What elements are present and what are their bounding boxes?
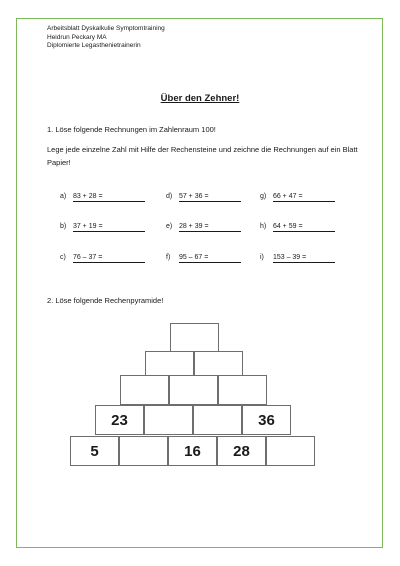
exercise-e: [166, 223, 241, 232]
exercise-label: f): [166, 254, 171, 261]
pyramid-brick[interactable]: 23: [95, 405, 144, 435]
pyramid-brick[interactable]: 16: [168, 436, 217, 466]
exercise-expression: 64 + 59 =: [273, 223, 335, 232]
pyramid-brick[interactable]: 28: [217, 436, 266, 466]
header-line-1: Arbeitsblatt Dyskalkulie Symptomtraining: [47, 25, 165, 32]
pyramid-brick[interactable]: [193, 405, 242, 435]
exercise-g: [260, 193, 335, 202]
exercise-d: [166, 193, 241, 202]
pyramid-brick[interactable]: [218, 375, 267, 405]
pyramid-brick[interactable]: [120, 375, 169, 405]
pyramid-brick[interactable]: [144, 405, 193, 435]
header-line-3: Diplomierte Legasthenietrainerin: [47, 42, 141, 49]
exercise-expression: 83 + 28 =: [73, 193, 145, 202]
pyramid-brick[interactable]: [170, 323, 219, 353]
exercise-b: [60, 223, 145, 232]
exercise-label: i): [260, 254, 264, 261]
exercise-label: b): [60, 223, 67, 230]
exercise-f: [166, 254, 241, 263]
exercise-label: a): [60, 193, 67, 200]
exercise-a: [60, 193, 145, 202]
exercise-label: d): [166, 193, 173, 200]
exercise-expression: 76 – 37 =: [73, 254, 145, 263]
pyramid-brick[interactable]: [119, 436, 168, 466]
exercise-expression: 153 – 39 =: [273, 254, 335, 263]
pyramid-brick[interactable]: [266, 436, 315, 466]
task2-heading: 2. Löse folgende Rechenpyramide!: [47, 296, 164, 305]
exercise-c: [60, 254, 145, 263]
exercise-expression: 57 + 36 =: [179, 193, 241, 202]
worksheet-title: Über den Zehner!: [160, 93, 240, 104]
pyramid-brick[interactable]: 36: [242, 405, 291, 435]
pyramid-brick[interactable]: [169, 375, 218, 405]
header-line-2: Heidrun Peckary MA: [47, 33, 107, 41]
exercise-label: h): [260, 223, 267, 230]
exercise-i: [260, 254, 335, 263]
task1-instruction: Lege jede einzelne Zahl mit Hilfe der Rechensteine und zeichne die Rechnungen auf ein Blatt Papier!: [47, 145, 358, 167]
exercise-expression: 28 + 39 =: [179, 223, 241, 232]
exercise-h: [260, 223, 335, 232]
exercise-label: e): [166, 223, 173, 230]
worksheet-header: [47, 25, 165, 51]
pyramid-brick[interactable]: 5: [70, 436, 119, 466]
exercise-label: g): [260, 193, 267, 200]
exercise-expression: 66 + 47 =: [273, 193, 335, 202]
exercise-expression: 37 + 19 =: [73, 223, 145, 232]
exercise-expression: 95 – 67 =: [179, 254, 241, 263]
exercise-label: c): [60, 254, 66, 261]
task1-heading: 1. Löse folgende Rechnungen im Zahlenraum 100!: [47, 125, 216, 134]
